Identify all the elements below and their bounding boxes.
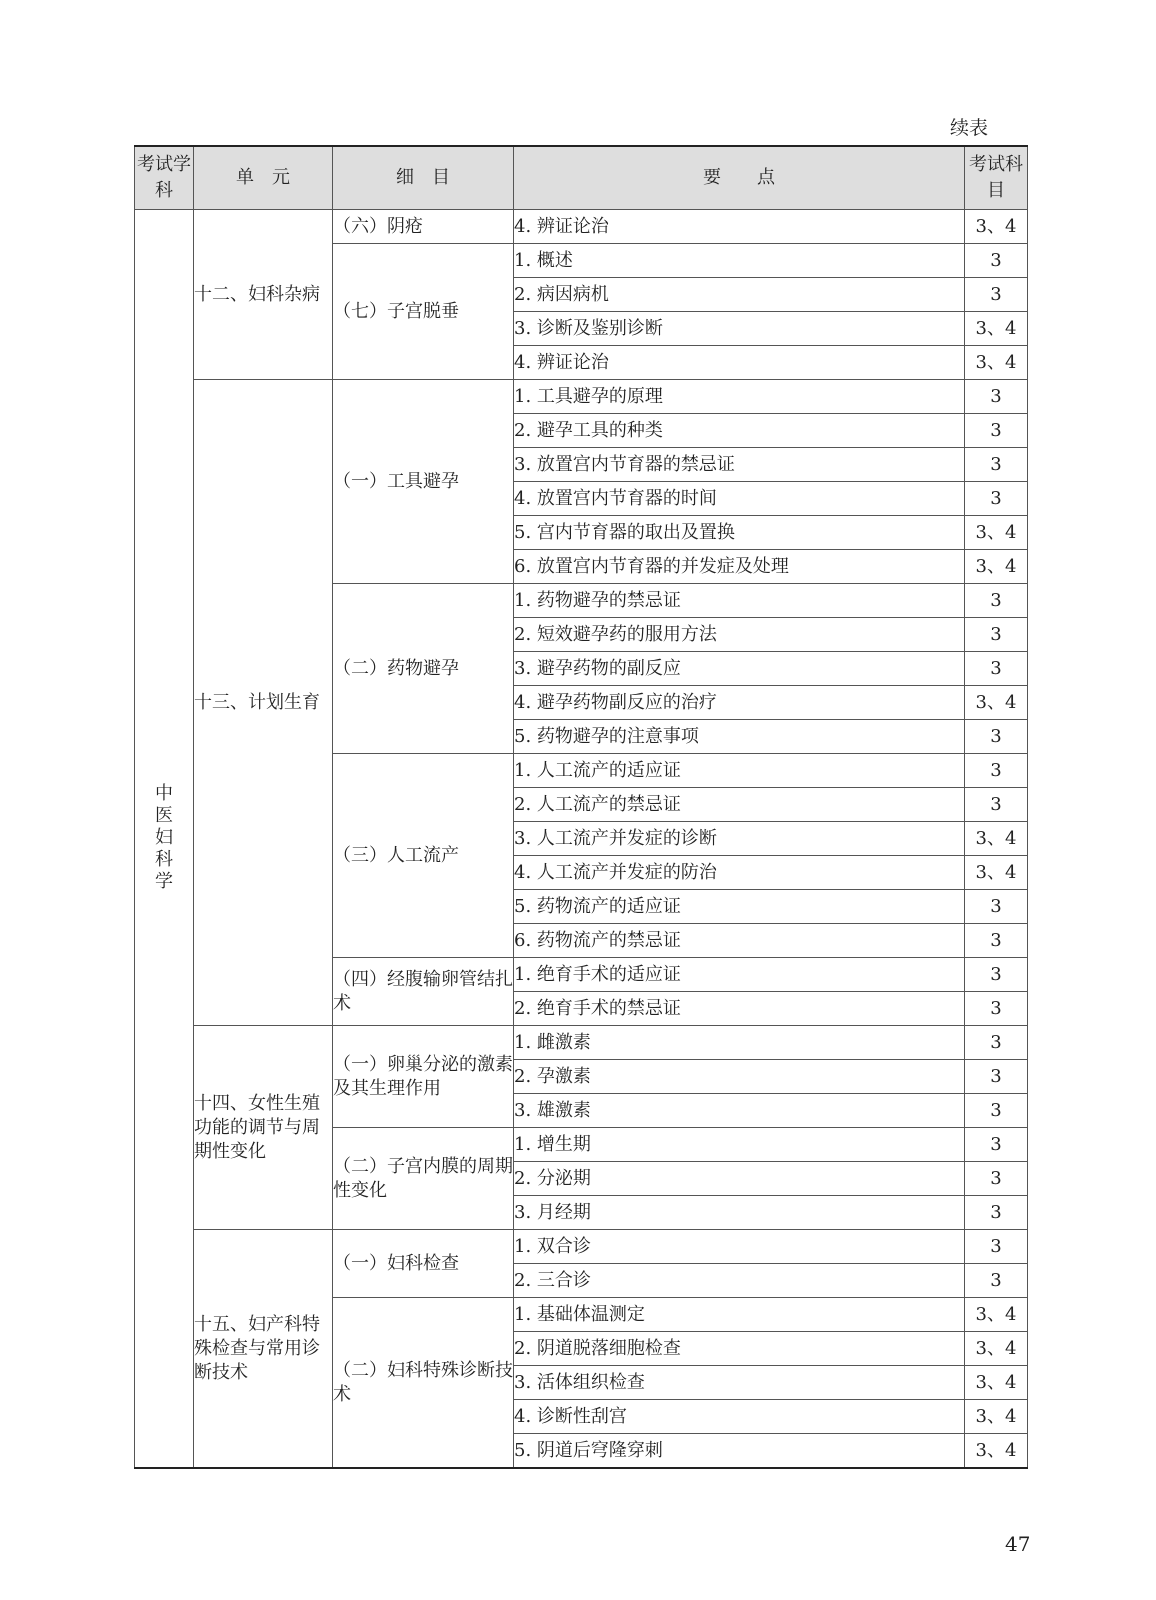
item-cell: （四）经腹输卵管结扎术 — [333, 958, 514, 1026]
exam-cell: 3 — [965, 244, 1028, 278]
exam-cell: 3 — [965, 1026, 1028, 1060]
exam-cell: 3、4 — [965, 312, 1028, 346]
exam-cell: 3、4 — [965, 516, 1028, 550]
point-cell: 1. 概述 — [514, 244, 965, 278]
exam-cell: 3、4 — [965, 1434, 1028, 1469]
exam-cell: 3 — [965, 1264, 1028, 1298]
item-cell: （一）工具避孕 — [333, 380, 514, 584]
unit-cell: 十五、妇产科特殊检查与常用诊断技术 — [194, 1230, 333, 1469]
point-cell: 1. 增生期 — [514, 1128, 965, 1162]
exam-cell: 3、4 — [965, 822, 1028, 856]
unit-cell: 十四、女性生殖功能的调节与周期性变化 — [194, 1026, 333, 1230]
exam-cell: 3、4 — [965, 550, 1028, 584]
exam-cell: 3、4 — [965, 210, 1028, 244]
exam-cell: 3 — [965, 652, 1028, 686]
point-cell: 3. 人工流产并发症的诊断 — [514, 822, 965, 856]
point-cell: 1. 药物避孕的禁忌证 — [514, 584, 965, 618]
point-cell: 5. 阴道后穹隆穿刺 — [514, 1434, 965, 1469]
exam-cell: 3、4 — [965, 1298, 1028, 1332]
point-cell: 2. 避孕工具的种类 — [514, 414, 965, 448]
point-cell: 2. 短效避孕药的服用方法 — [514, 618, 965, 652]
subject-label: 中医妇科学 — [155, 783, 173, 892]
item-cell: （二）妇科特殊诊断技术 — [333, 1298, 514, 1469]
table-row — [135, 1230, 1028, 1264]
exam-cell: 3 — [965, 754, 1028, 788]
point-cell: 2. 绝育手术的禁忌证 — [514, 992, 965, 1026]
point-cell: 1. 基础体温测定 — [514, 1298, 965, 1332]
exam-cell: 3 — [965, 1162, 1028, 1196]
point-cell: 1. 雌激素 — [514, 1026, 965, 1060]
point-cell: 4. 人工流产并发症的防治 — [514, 856, 965, 890]
point-cell: 5. 药物流产的适应证 — [514, 890, 965, 924]
item-cell: （三）人工流产 — [333, 754, 514, 958]
unit-cell: 十三、计划生育 — [194, 380, 333, 1026]
header-item: 细 目 — [333, 146, 514, 210]
header-unit: 单 元 — [194, 146, 333, 210]
point-cell: 2. 阴道脱落细胞检查 — [514, 1332, 965, 1366]
point-cell: 6. 药物流产的禁忌证 — [514, 924, 965, 958]
item-cell: （一）卵巢分泌的激素及其生理作用 — [333, 1026, 514, 1128]
point-cell: 1. 工具避孕的原理 — [514, 380, 965, 414]
point-cell: 5. 宫内节育器的取出及置换 — [514, 516, 965, 550]
subject-cell — [135, 210, 194, 1469]
point-cell: 2. 病因病机 — [514, 278, 965, 312]
exam-cell: 3 — [965, 618, 1028, 652]
point-cell: 3. 放置宫内节育器的禁忌证 — [514, 448, 965, 482]
exam-cell: 3、4 — [965, 346, 1028, 380]
exam-cell: 3 — [965, 380, 1028, 414]
table-body — [135, 210, 1028, 1469]
exam-cell: 3 — [965, 992, 1028, 1026]
point-cell: 3. 雄激素 — [514, 1094, 965, 1128]
point-cell: 3. 月经期 — [514, 1196, 965, 1230]
point-cell: 2. 三合诊 — [514, 1264, 965, 1298]
table-row — [135, 210, 1028, 244]
exam-cell: 3 — [965, 1094, 1028, 1128]
table-row — [135, 1026, 1028, 1060]
item-cell: （二）药物避孕 — [333, 584, 514, 754]
point-cell: 4. 放置宫内节育器的时间 — [514, 482, 965, 516]
page-number: 47 — [1005, 1532, 1031, 1556]
exam-cell: 3 — [965, 924, 1028, 958]
point-cell: 4. 诊断性刮宫 — [514, 1400, 965, 1434]
exam-cell: 3 — [965, 720, 1028, 754]
exam-cell: 3、4 — [965, 856, 1028, 890]
exam-cell: 3 — [965, 1060, 1028, 1094]
header-subject: 考试学科 — [135, 146, 194, 210]
exam-cell: 3 — [965, 584, 1028, 618]
exam-cell: 3 — [965, 1230, 1028, 1264]
exam-cell: 3 — [965, 1128, 1028, 1162]
exam-cell: 3、4 — [965, 686, 1028, 720]
point-cell: 2. 分泌期 — [514, 1162, 965, 1196]
exam-cell: 3 — [965, 788, 1028, 822]
exam-cell: 3 — [965, 1196, 1028, 1230]
point-cell: 1. 人工流产的适应证 — [514, 754, 965, 788]
table-header-row — [135, 146, 1028, 210]
exam-cell: 3 — [965, 958, 1028, 992]
point-cell: 4. 辨证论治 — [514, 346, 965, 380]
continued-label: 续表 — [950, 117, 989, 139]
point-cell: 4. 辨证论治 — [514, 210, 965, 244]
point-cell: 2. 孕激素 — [514, 1060, 965, 1094]
point-cell: 3. 活体组织检查 — [514, 1366, 965, 1400]
point-cell: 2. 人工流产的禁忌证 — [514, 788, 965, 822]
exam-cell: 3 — [965, 448, 1028, 482]
syllabus-table — [134, 145, 1028, 1469]
item-cell: （七）子宫脱垂 — [333, 244, 514, 380]
point-cell: 5. 药物避孕的注意事项 — [514, 720, 965, 754]
header-exam: 考试科目 — [965, 146, 1028, 210]
exam-cell: 3 — [965, 414, 1028, 448]
point-cell: 1. 双合诊 — [514, 1230, 965, 1264]
item-cell: （一）妇科检查 — [333, 1230, 514, 1298]
exam-cell: 3、4 — [965, 1332, 1028, 1366]
item-cell: （六）阴疮 — [333, 210, 514, 244]
exam-cell: 3 — [965, 890, 1028, 924]
point-cell: 6. 放置宫内节育器的并发症及处理 — [514, 550, 965, 584]
exam-cell: 3、4 — [965, 1366, 1028, 1400]
exam-cell: 3、4 — [965, 1400, 1028, 1434]
point-cell: 4. 避孕药物副反应的治疗 — [514, 686, 965, 720]
table-row — [135, 380, 1028, 414]
exam-cell: 3 — [965, 482, 1028, 516]
header-point: 要 点 — [514, 146, 965, 210]
item-cell: （二）子宫内膜的周期性变化 — [333, 1128, 514, 1230]
point-cell: 1. 绝育手术的适应证 — [514, 958, 965, 992]
exam-cell: 3 — [965, 278, 1028, 312]
point-cell: 3. 避孕药物的副反应 — [514, 652, 965, 686]
unit-cell: 十二、妇科杂病 — [194, 210, 333, 380]
point-cell: 3. 诊断及鉴别诊断 — [514, 312, 965, 346]
